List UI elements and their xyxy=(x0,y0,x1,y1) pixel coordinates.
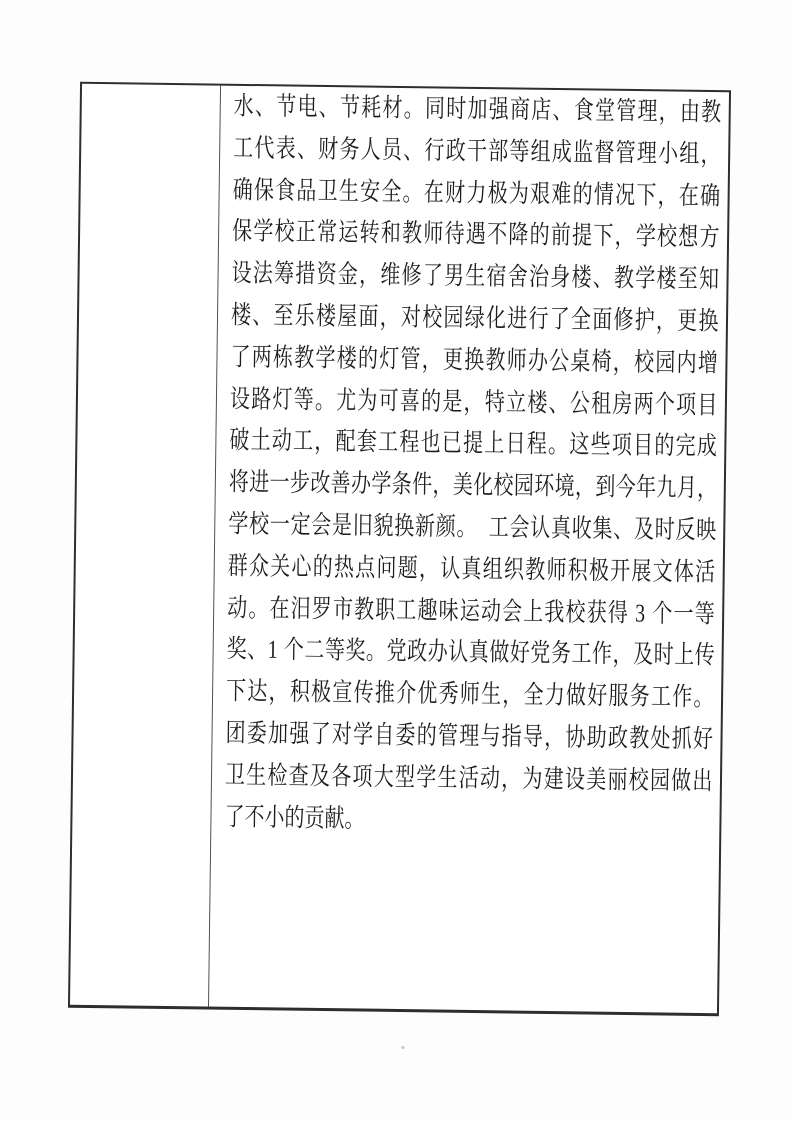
text-line: 下达，积极宣传推介优秀师生，全力做好服务工作。 xyxy=(225,677,715,713)
table-content-cell xyxy=(209,86,729,1014)
text-line: 奖、1 个二等奖。党政办认真做好党务工作，及时上传 xyxy=(226,635,716,671)
text-line: 团委加强了对学自委的管理与指导，协助政教处抓好 xyxy=(225,719,715,754)
text-line: 将进一步改善办学条件，美化校园环境，到今年九月， xyxy=(228,468,718,504)
report-table xyxy=(68,82,731,1016)
text-line: 确保食品卫生安全。在财力极为艰难的情况下，在确 xyxy=(232,176,722,211)
text-line: 群众关心的热点问题，认真组织教师积极开展文体活 xyxy=(227,552,717,587)
text-line: 动。在汨罗市教职工趣味运动会上我校获得 3 个一等 xyxy=(227,593,717,629)
scan-speck xyxy=(401,1046,405,1049)
text-line: 保学校正常运转和教师待遇不降的前提下，学校想方 xyxy=(231,217,721,253)
text-line: 水、节电、节耗材。同时加强商店、食堂管理，由教 xyxy=(233,92,723,128)
text-line: 工代表、财务人员、行政干部等组成监督管理小组， xyxy=(233,134,723,169)
text-line: 设路灯等。尤为可喜的是，特立楼、公租房两个项目 xyxy=(229,385,719,420)
text-line: 了两栋教学楼的灯管，更换教师办公桌椅，校园内增 xyxy=(230,343,720,378)
table-label-cell xyxy=(70,84,221,1007)
text-line: 了不小的贡献。 xyxy=(224,802,365,833)
text-line: 卫生检查及各项大型学生活动，为建设美丽校园做出 xyxy=(224,761,714,796)
text-line: 楼、至乐楼屋面，对校园绿化进行了全面修护，更换 xyxy=(230,301,720,336)
text-line: 设法筹措资金，维修了男生宿舍治身楼、教学楼至知 xyxy=(231,259,721,295)
text-line: 学校一定会是旧貌换新颜。 工会认真收集、及时反映 xyxy=(228,510,718,545)
text-line: 破土动工，配套工程也已提上日程。这些项目的完成 xyxy=(229,426,719,462)
